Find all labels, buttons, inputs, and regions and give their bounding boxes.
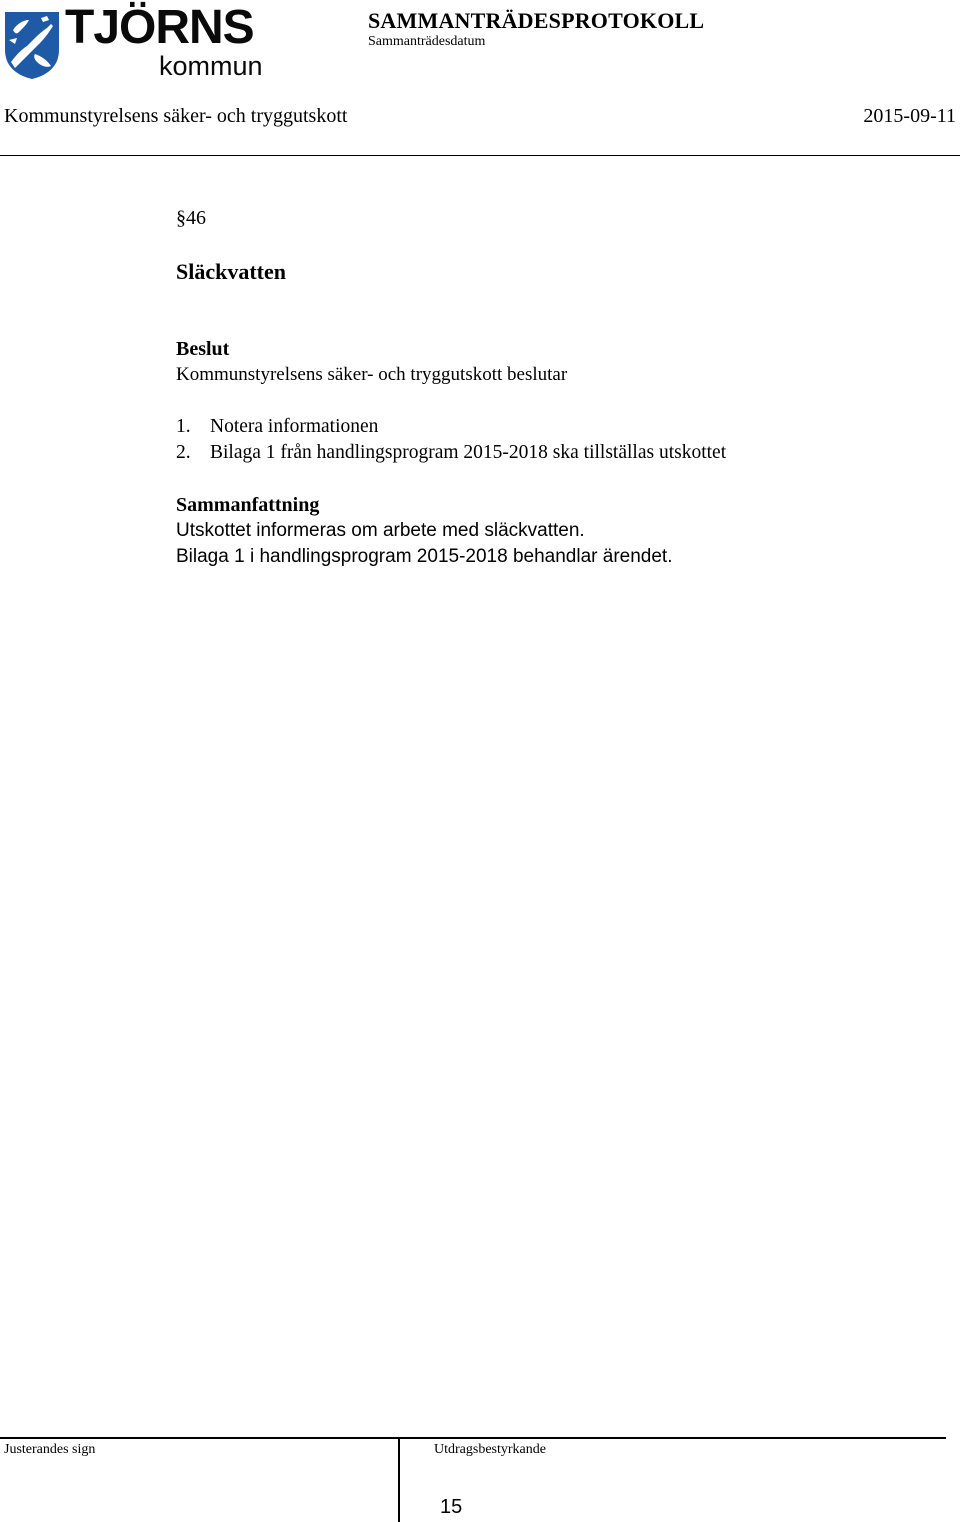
summary-line: Bilaga 1 i handlingsprogram 2015-2018 behandlar ärendet. bbox=[176, 546, 673, 567]
list-item-text: Bilaga 1 från handlingsprogram 2015-2018 ska tillställas utskottet bbox=[210, 442, 727, 463]
item-title: Släckvatten bbox=[176, 259, 286, 284]
minutes-item bbox=[176, 205, 916, 570]
decision-intro: Kommunstyrelsens säker- och tryggutskott beslutar bbox=[176, 364, 568, 385]
municipality-logo bbox=[3, 1, 265, 82]
list-item-number: 1. bbox=[176, 416, 191, 437]
header-divider bbox=[0, 155, 960, 156]
list-item-number: 2. bbox=[176, 442, 191, 463]
paragraph-number: §46 bbox=[176, 207, 206, 229]
meeting-date-label: Sammanträdesdatum bbox=[368, 34, 486, 49]
summary-heading: Sammanfattning bbox=[176, 494, 320, 516]
logo-name: TJÖRNS bbox=[65, 1, 254, 54]
coat-of-arms-icon bbox=[3, 10, 61, 80]
extract-certification-label: Utdragsbestyrkande bbox=[434, 1442, 546, 1457]
document-type: SAMMANTRÄDESPROTOKOLL bbox=[368, 8, 705, 33]
list-item bbox=[176, 414, 916, 440]
list-item-text: Notera informationen bbox=[210, 416, 379, 437]
list-item bbox=[176, 440, 916, 466]
logo-subtitle: kommun bbox=[159, 51, 263, 81]
summary-line: Utskottet informeras om arbete med släckvatten. bbox=[176, 520, 585, 541]
footer-divider bbox=[0, 1437, 946, 1439]
page-number: 15 bbox=[440, 1496, 463, 1518]
decision-list bbox=[176, 414, 916, 466]
committee-name: Kommunstyrelsens säker- och tryggutskott bbox=[4, 105, 348, 127]
decision-heading: Beslut bbox=[176, 338, 230, 360]
signature-label: Justerandes sign bbox=[4, 1442, 96, 1457]
meeting-date: 2015-09-11 bbox=[863, 105, 956, 127]
footer-column-divider bbox=[398, 1437, 400, 1522]
